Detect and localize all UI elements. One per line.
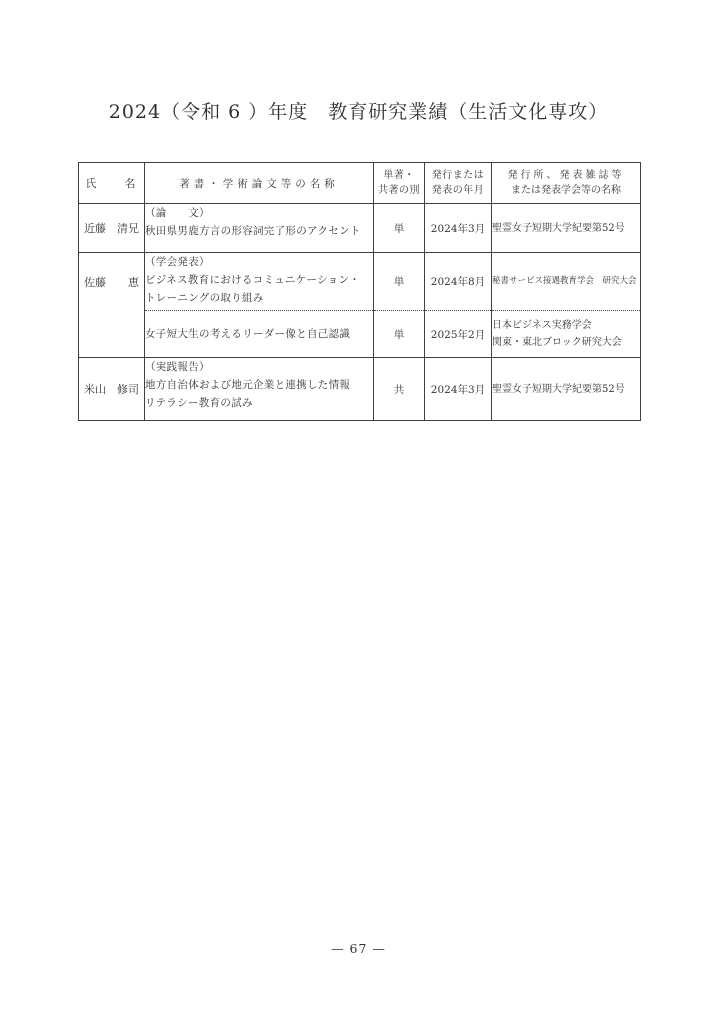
header-authorship xyxy=(374,163,425,204)
publisher-cell xyxy=(492,204,641,253)
publisher-line: 秘書サービス接遇教育学会 研究大会 xyxy=(492,276,637,286)
work-title-cell xyxy=(145,358,374,421)
publisher-line: 聖霊女子短期大学紀要第52号 xyxy=(492,383,625,395)
work-category: （実践報告） xyxy=(145,361,210,373)
date-cell: 2025年2月 xyxy=(425,311,492,358)
table-row xyxy=(79,358,641,421)
publisher-line: 日本ビジネス実務学会 xyxy=(492,320,592,331)
header-publisher xyxy=(492,163,641,204)
header-publisher-line1: 発行所、発表雑誌等 xyxy=(507,170,625,181)
work-title-line: 秋田県男鹿方言の形容詞完了形のアクセント xyxy=(145,225,361,237)
publisher-cell xyxy=(492,358,641,421)
work-title-line: 地方自治体および地元企業と連携した情報 xyxy=(145,379,351,391)
author-name: 近藤 清兄 xyxy=(79,204,145,253)
work-category: （学会発表） xyxy=(145,256,210,268)
table-row xyxy=(79,253,641,311)
publisher-cell xyxy=(492,311,641,358)
authorship-cell: 単 xyxy=(374,204,425,253)
table-row xyxy=(79,204,641,253)
publisher-line: 聖霊女子短期大学紀要第52号 xyxy=(492,222,625,234)
work-title-cell xyxy=(145,253,374,311)
authorship-cell: 単 xyxy=(374,311,425,358)
research-achievements-table xyxy=(78,162,641,421)
date-cell: 2024年3月 xyxy=(425,358,492,421)
work-title-line: トレーニングの取り組み xyxy=(145,292,264,304)
authorship-cell: 単 xyxy=(374,253,425,311)
header-date-line2: 発表の年月 xyxy=(431,185,485,196)
work-title-cell xyxy=(145,311,374,358)
date-cell: 2024年3月 xyxy=(425,204,492,253)
header-publisher-line2: または発表学会等の名称 xyxy=(511,185,621,196)
work-title-cell xyxy=(145,204,374,253)
header-work-title: 著書・学術論文等の名称 xyxy=(145,163,374,204)
authorship-cell: 共 xyxy=(374,358,425,421)
author-name: 米山 修司 xyxy=(79,358,145,421)
publisher-line: 関東・東北ブロック研究大会 xyxy=(492,337,622,348)
table-header-row xyxy=(79,163,641,204)
author-name: 佐藤 恵 xyxy=(79,253,145,358)
date-cell: 2024年8月 xyxy=(425,253,492,311)
table-row xyxy=(79,311,641,358)
work-title-line: リテラシー教育の試み xyxy=(145,397,253,409)
header-authorship-line1: 単著・ xyxy=(383,170,415,181)
work-category: （論 文） xyxy=(145,207,210,219)
header-authorship-line2: 共著の別 xyxy=(378,185,420,196)
work-title-line: ビジネス教育におけるコミュニケーション・ xyxy=(145,274,361,286)
page-number: — 67 — xyxy=(331,941,386,956)
header-date-line1: 発行または xyxy=(431,170,485,181)
publisher-cell xyxy=(492,253,641,311)
work-title-line: 女子短大生の考えるリーダー像と自己認識 xyxy=(145,328,351,340)
page-title: 2024（令和 6 ）年度 教育研究業績（生活文化専攻） xyxy=(108,101,609,123)
header-date xyxy=(425,163,492,204)
header-name: 氏 名 xyxy=(79,163,145,204)
